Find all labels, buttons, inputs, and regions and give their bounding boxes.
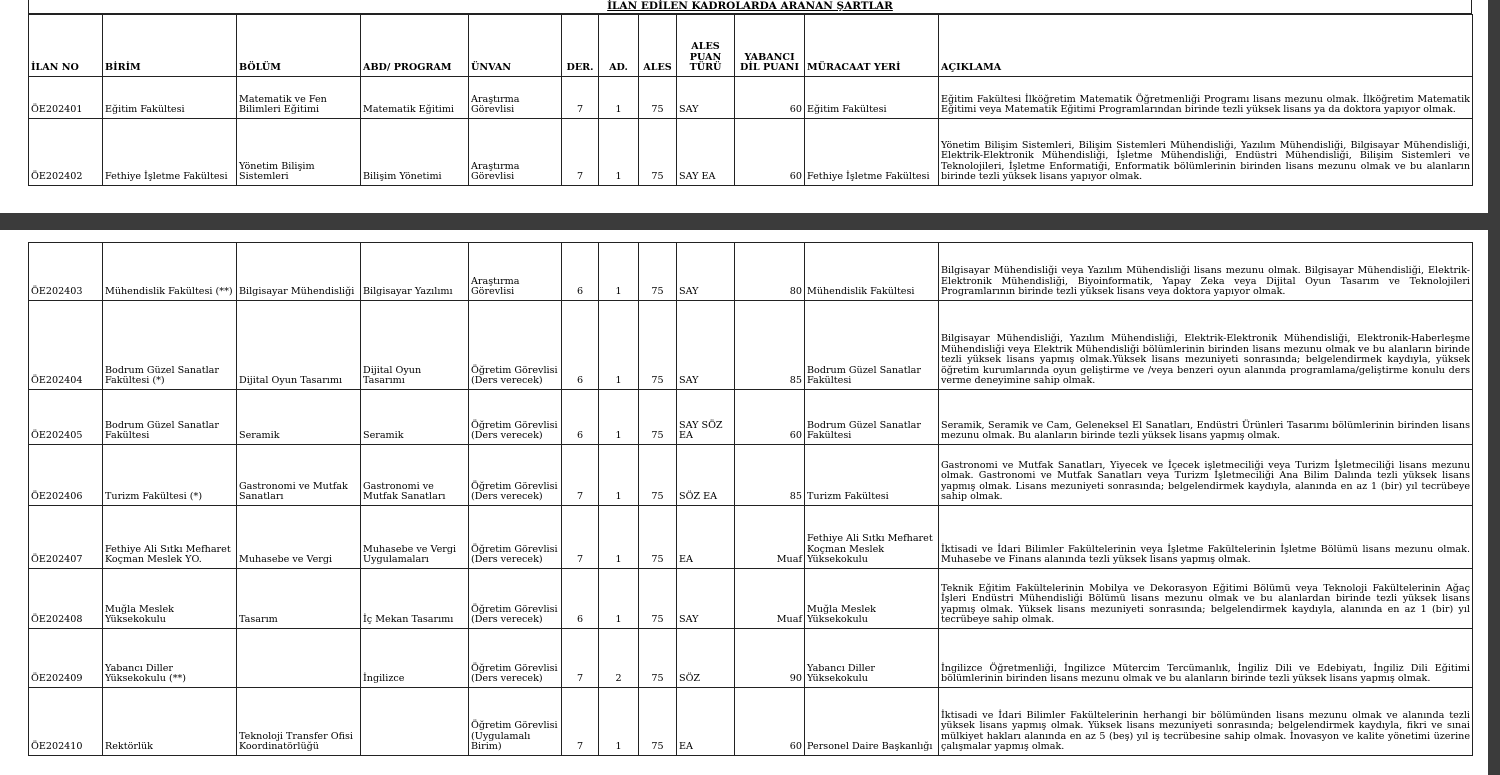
header-unvan: ÜNVAN <box>469 15 562 77</box>
cell-unvan: Öğretim Görevlisi (Ders verecek) <box>469 506 562 569</box>
cell-bolum: Bilgisayar Mühendisliği <box>237 243 361 301</box>
cell-aciklama: İktisadi ve İdari Bilimler Fakültelerinin herhangi bir bölümünden lisans mezunu olmak ve alanında tezli yüksek lisans yapmış olmak. Yüksek lisans mezuniyeti sonrasında; belgelendirmek kaydıyla, fikri ve sınai mülkiyet hakları alanında en az 5 (beş) yıl iş tecrübesine sahip olmak. İnovasyon ve kalite yönetimi üzerine çalışmalar yapmış olmak. <box>939 688 1473 756</box>
cell-ales-puan: EA <box>677 506 735 569</box>
cell-aciklama: Gastronomi ve Mutfak Sanatları, Yiyecek ve İçecek işletmeciliği veya Turizm İşletmeciliği lisans mezunu olmak. Gastronomi ve Mutfak Sanatları veya Turizm İşletmeciliği Ana Bilim Dalında tezli yüksek lisans yapmış olmak. Lisans mezuniyeti sonrasında; belgelendirmek kaydıyla, alanında en az 1 (bir) yıl tecrübeye sahip olmak. <box>939 445 1473 506</box>
table-row <box>29 119 1473 186</box>
cell-ales-puan: SÖZ <box>677 629 735 688</box>
cell-abd: Seramik <box>361 390 469 445</box>
cell-muracaat: Fethiye İşletme Fakültesi <box>805 119 939 186</box>
cell-aciklama: Yönetim Bilişim Sistemleri, Bilişim Sistemleri Mühendisliği, Yazılım Mühendisliği, Bilgisayar Mühendisliği, Elektrik-Elektronik Mühendisliği, İşletme Mühendisliği, Endüstri Mühendisliği, Bilişim Sistemleri ve Teknolojileri, İşletme Enformatiği, Enformatik bölümlerinin birinden lisans mezunu olmak ve bu alanların birinde tezli yüksek lisans yapıyor olmak. <box>939 119 1473 186</box>
table-row <box>29 243 1473 301</box>
cell-ales-puan: EA <box>677 688 735 756</box>
cell-abd: Bilgisayar Yazılımı <box>361 243 469 301</box>
cell-yabanci: 90 <box>735 629 805 688</box>
header-birim: BİRİM <box>103 15 237 77</box>
cell-yabanci: Muaf <box>735 569 805 629</box>
cell-unvan: Öğretim Görevlisi (Ders verecek) <box>469 569 562 629</box>
cell-ilan-no: ÖE202401 <box>29 77 103 119</box>
header-yabanci-dil: YABANCI DİL PUANI <box>735 15 805 77</box>
cell-unvan: Öğretim Görevlisi (Uygulamalı Birim) <box>469 688 562 756</box>
cell-aciklama: Eğitim Fakültesi İlköğretim Matematik Öğretmenliği Programı lisans mezunu olmak. İlköğretim Matematik Eğitimi veya Matematik Eğitimi Programlarından birinde tezli yüksek lisans ya da doktora yapıyor olmak. <box>939 77 1473 119</box>
cell-aciklama: İktisadi ve İdari Bilimler Fakültelerinin veya İşletme Fakültelerinin İşletme Bölümü lisans mezunu olmak. Muhasebe ve Finans alanında tezli yüksek lisans yapmış olmak. <box>939 506 1473 569</box>
table-row <box>29 445 1473 506</box>
cell-ilan-no: ÖE202407 <box>29 506 103 569</box>
cell-birim: Rektörlük <box>103 688 237 756</box>
cell-ales: 75 <box>639 301 677 390</box>
cell-birim: Muğla Meslek Yüksekokulu <box>103 569 237 629</box>
cell-birim: Bodrum Güzel Sanatlar Fakültesi <box>103 390 237 445</box>
cell-bolum: Muhasebe ve Vergi <box>237 506 361 569</box>
cell-birim: Turizm Fakültesi (*) <box>103 445 237 506</box>
cell-ilan-no: ÖE202409 <box>29 629 103 688</box>
cell-ales-puan: SAY <box>677 77 735 119</box>
cell-unvan: Araştırma Görevlisi <box>469 119 562 186</box>
cell-birim: Eğitim Fakültesi <box>103 77 237 119</box>
cell-ad: 2 <box>599 629 639 688</box>
cell-ilan-no: ÖE202403 <box>29 243 103 301</box>
cell-unvan: Araştırma Görevlisi <box>469 243 562 301</box>
cell-ad: 1 <box>599 390 639 445</box>
cell-bolum: Seramik <box>237 390 361 445</box>
cell-bolum: Tasarım <box>237 569 361 629</box>
document-page-1 <box>0 0 1488 213</box>
cell-birim: Fethiye Ali Sıtkı Mefharet Koçman Meslek YO. <box>103 506 237 569</box>
header-der: DER. <box>562 15 599 77</box>
cell-abd: İç Mekan Tasarımı <box>361 569 469 629</box>
table-header-row <box>29 15 1473 77</box>
cell-bolum: Dijital Oyun Tasarımı <box>237 301 361 390</box>
cell-unvan: Araştırma Görevlisi <box>469 77 562 119</box>
cell-ad: 1 <box>599 688 639 756</box>
cell-ilan-no: ÖE202410 <box>29 688 103 756</box>
cell-unvan: Öğretim Görevlisi (Ders verecek) <box>469 390 562 445</box>
cell-aciklama: Teknik Eğitim Fakültelerinin Mobilya ve Dekorasyon Eğitimi Bölümü veya Teknoloji Fakültelerinin Ağaç İşleri Endüstri Mühendisliği Bölümü lisans mezunu olmak ve bu alanlardan birinde tezli yüksek lisans yapmış olmak. Yüksek lisans mezuniyeti sonrasında; belgelendirmek kaydıyla, alanında en az 1 (bir) yıl tecrübeye sahip olmak. <box>939 569 1473 629</box>
table-row <box>29 506 1473 569</box>
cell-der: 6 <box>562 390 599 445</box>
header-ales: ALES <box>639 15 677 77</box>
cell-aciklama: Seramik, Seramik ve Cam, Geleneksel El Sanatları, Endüstri Ürünleri Tasarımı bölümlerinin birinden lisans mezunu olmak. Bu alanların birinde tezli yüksek lisans yapmış olmak. <box>939 390 1473 445</box>
cell-ilan-no: ÖE202404 <box>29 301 103 390</box>
cell-muracaat: Eğitim Fakültesi <box>805 77 939 119</box>
cell-abd: İngilizce <box>361 629 469 688</box>
cell-muracaat: Fethiye Ali Sıtkı Mefharet Koçman Meslek Yüksekokulu <box>805 506 939 569</box>
cell-muracaat: Mühendislik Fakültesi <box>805 243 939 301</box>
cell-ales: 75 <box>639 506 677 569</box>
cell-der: 7 <box>562 688 599 756</box>
cell-ales: 75 <box>639 77 677 119</box>
cell-ales-puan: SAY <box>677 243 735 301</box>
cell-unvan: Öğretim Görevlisi (Ders verecek) <box>469 629 562 688</box>
scrollbar-track-lower[interactable] <box>1488 230 1500 775</box>
cell-unvan: Öğretim Görevlisi (Ders verecek) <box>469 301 562 390</box>
header-aciklama: AÇIKLAMA <box>939 15 1473 77</box>
cell-birim: Bodrum Güzel Sanatlar Fakültesi (*) <box>103 301 237 390</box>
cell-abd: Matematik Eğitimi <box>361 77 469 119</box>
cell-ad: 1 <box>599 569 639 629</box>
cell-bolum: Yönetim Bilişim Sistemleri <box>237 119 361 186</box>
cell-bolum: Matematik ve Fen Bilimleri Eğitimi <box>237 77 361 119</box>
cell-birim: Fethiye İşletme Fakültesi <box>103 119 237 186</box>
header-abd: ABD/ PROGRAM <box>361 15 469 77</box>
cell-der: 6 <box>562 301 599 390</box>
cell-abd: Gastronomi ve Mutfak Sanatları <box>361 445 469 506</box>
cell-der: 7 <box>562 77 599 119</box>
cell-ad: 1 <box>599 243 639 301</box>
document-title: İLAN EDİLEN KADROLARDA ARANAN ŞARTLAR <box>28 0 1472 14</box>
header-bolum: BÖLÜM <box>237 15 361 77</box>
cell-aciklama: İngilizce Öğretmenliği, İngilizce Mütercim Tercümanlık, İngiliz Dili ve Edebiyatı, İngiliz Dili Eğitimi bölümlerinin birinden lisans mezunu olmak ve bu alanların birinde tezli yüksek lisans yapmış olmak. <box>939 629 1473 688</box>
cell-muracaat: Muğla Meslek Yüksekokulu <box>805 569 939 629</box>
cell-muracaat: Turizm Fakültesi <box>805 445 939 506</box>
cell-yabanci: 60 <box>735 390 805 445</box>
cell-ales: 75 <box>639 688 677 756</box>
cell-yabanci: 60 <box>735 77 805 119</box>
cell-ilan-no: ÖE202405 <box>29 390 103 445</box>
cell-abd <box>361 688 469 756</box>
cell-ales: 75 <box>639 390 677 445</box>
cell-yabanci: 60 <box>735 119 805 186</box>
cell-muracaat: Bodrum Güzel Sanatlar Fakültesi <box>805 390 939 445</box>
cell-abd: Muhasebe ve Vergi Uygulamaları <box>361 506 469 569</box>
table-row <box>29 629 1473 688</box>
cell-der: 7 <box>562 629 599 688</box>
cell-ales: 75 <box>639 243 677 301</box>
cell-ales-puan: SAY SÖZ EA <box>677 390 735 445</box>
cell-ales: 75 <box>639 119 677 186</box>
cell-muracaat: Bodrum Güzel Sanatlar Fakültesi <box>805 301 939 390</box>
cell-ales-puan: SAY <box>677 569 735 629</box>
cell-birim: Mühendislik Fakültesi (**) <box>103 243 237 301</box>
cell-ales-puan: SAY EA <box>677 119 735 186</box>
document-page-2 <box>0 230 1488 775</box>
cell-ales: 75 <box>639 629 677 688</box>
header-muracaat: MÜRACAAT YERİ <box>805 15 939 77</box>
cell-abd: Bilişim Yönetimi <box>361 119 469 186</box>
cell-ales: 75 <box>639 445 677 506</box>
cell-bolum: Teknoloji Transfer Ofisi Koordinatörlüğü <box>237 688 361 756</box>
cell-ilan-no: ÖE202408 <box>29 569 103 629</box>
cell-ad: 1 <box>599 445 639 506</box>
cell-ales-puan: SÖZ EA <box>677 445 735 506</box>
cell-ales: 75 <box>639 569 677 629</box>
cell-yabanci: 85 <box>735 301 805 390</box>
cell-ales-puan: SAY <box>677 301 735 390</box>
cell-ilan-no: ÖE202406 <box>29 445 103 506</box>
cell-ad: 1 <box>599 301 639 390</box>
cell-der: 7 <box>562 445 599 506</box>
positions-table-page-1 <box>28 14 1473 186</box>
scrollbar-track[interactable] <box>1488 0 1500 213</box>
cell-yabanci: 85 <box>735 445 805 506</box>
cell-bolum <box>237 629 361 688</box>
cell-der: 7 <box>562 506 599 569</box>
cell-abd: Dijital Oyun Tasarımı <box>361 301 469 390</box>
cell-ad: 1 <box>599 77 639 119</box>
cell-birim: Yabancı Diller Yüksekokulu (**) <box>103 629 237 688</box>
cell-ilan-no: ÖE202402 <box>29 119 103 186</box>
cell-yabanci: 60 <box>735 688 805 756</box>
table-row <box>29 390 1473 445</box>
cell-aciklama: Bilgisayar Mühendisliği veya Yazılım Mühendisliği lisans mezunu olmak. Bilgisayar Mühendisliği, Elektrik-Elektronik Mühendisliği, Biyoinformatik, Yapay Zeka veya Dijital Oyun Tasarım ve Teknolojileri Programlarının birinde tezli yüksek lisans veya doktora yapıyor olmak. <box>939 243 1473 301</box>
cell-ad: 1 <box>599 119 639 186</box>
header-ad: AD. <box>599 15 639 77</box>
table-row <box>29 569 1473 629</box>
cell-ad: 1 <box>599 506 639 569</box>
cell-unvan: Öğretim Görevlisi (Ders verecek) <box>469 445 562 506</box>
table-row <box>29 301 1473 390</box>
cell-der: 6 <box>562 243 599 301</box>
cell-muracaat: Yabancı Diller Yüksekokulu <box>805 629 939 688</box>
table-row <box>29 77 1473 119</box>
cell-yabanci: 80 <box>735 243 805 301</box>
header-ilan-no: İLAN NO <box>29 15 103 77</box>
cell-muracaat: Personel Daire Başkanlığı <box>805 688 939 756</box>
cell-yabanci: Muaf <box>735 506 805 569</box>
cell-der: 6 <box>562 569 599 629</box>
cell-der: 7 <box>562 119 599 186</box>
table-row <box>29 688 1473 756</box>
positions-table-page-2 <box>28 242 1473 756</box>
cell-bolum: Gastronomi ve Mutfak Sanatları <box>237 445 361 506</box>
header-ales-puan: ALES PUAN TÜRÜ <box>677 15 735 77</box>
cell-aciklama: Bilgisayar Mühendisliği, Yazılım Mühendisliği, Elektrik-Elektronik Mühendisliği, Elektronik-Haberleşme Mühendisliği veya Elektrik Mühendisliği bölümlerinin birinden lisans mezunu olmak ve bu alanların birinde tezli yüksek lisans yapmış olmak.Yüksek lisans mezuniyeti sonrasında; belgelendirmek kaydıyla, yüksek öğretim kurumlarında oyun geliştirme ve /veya benzeri oyun alanında programlama/geliştirme konulu ders verme deneyimine sahip olmak. <box>939 301 1473 390</box>
